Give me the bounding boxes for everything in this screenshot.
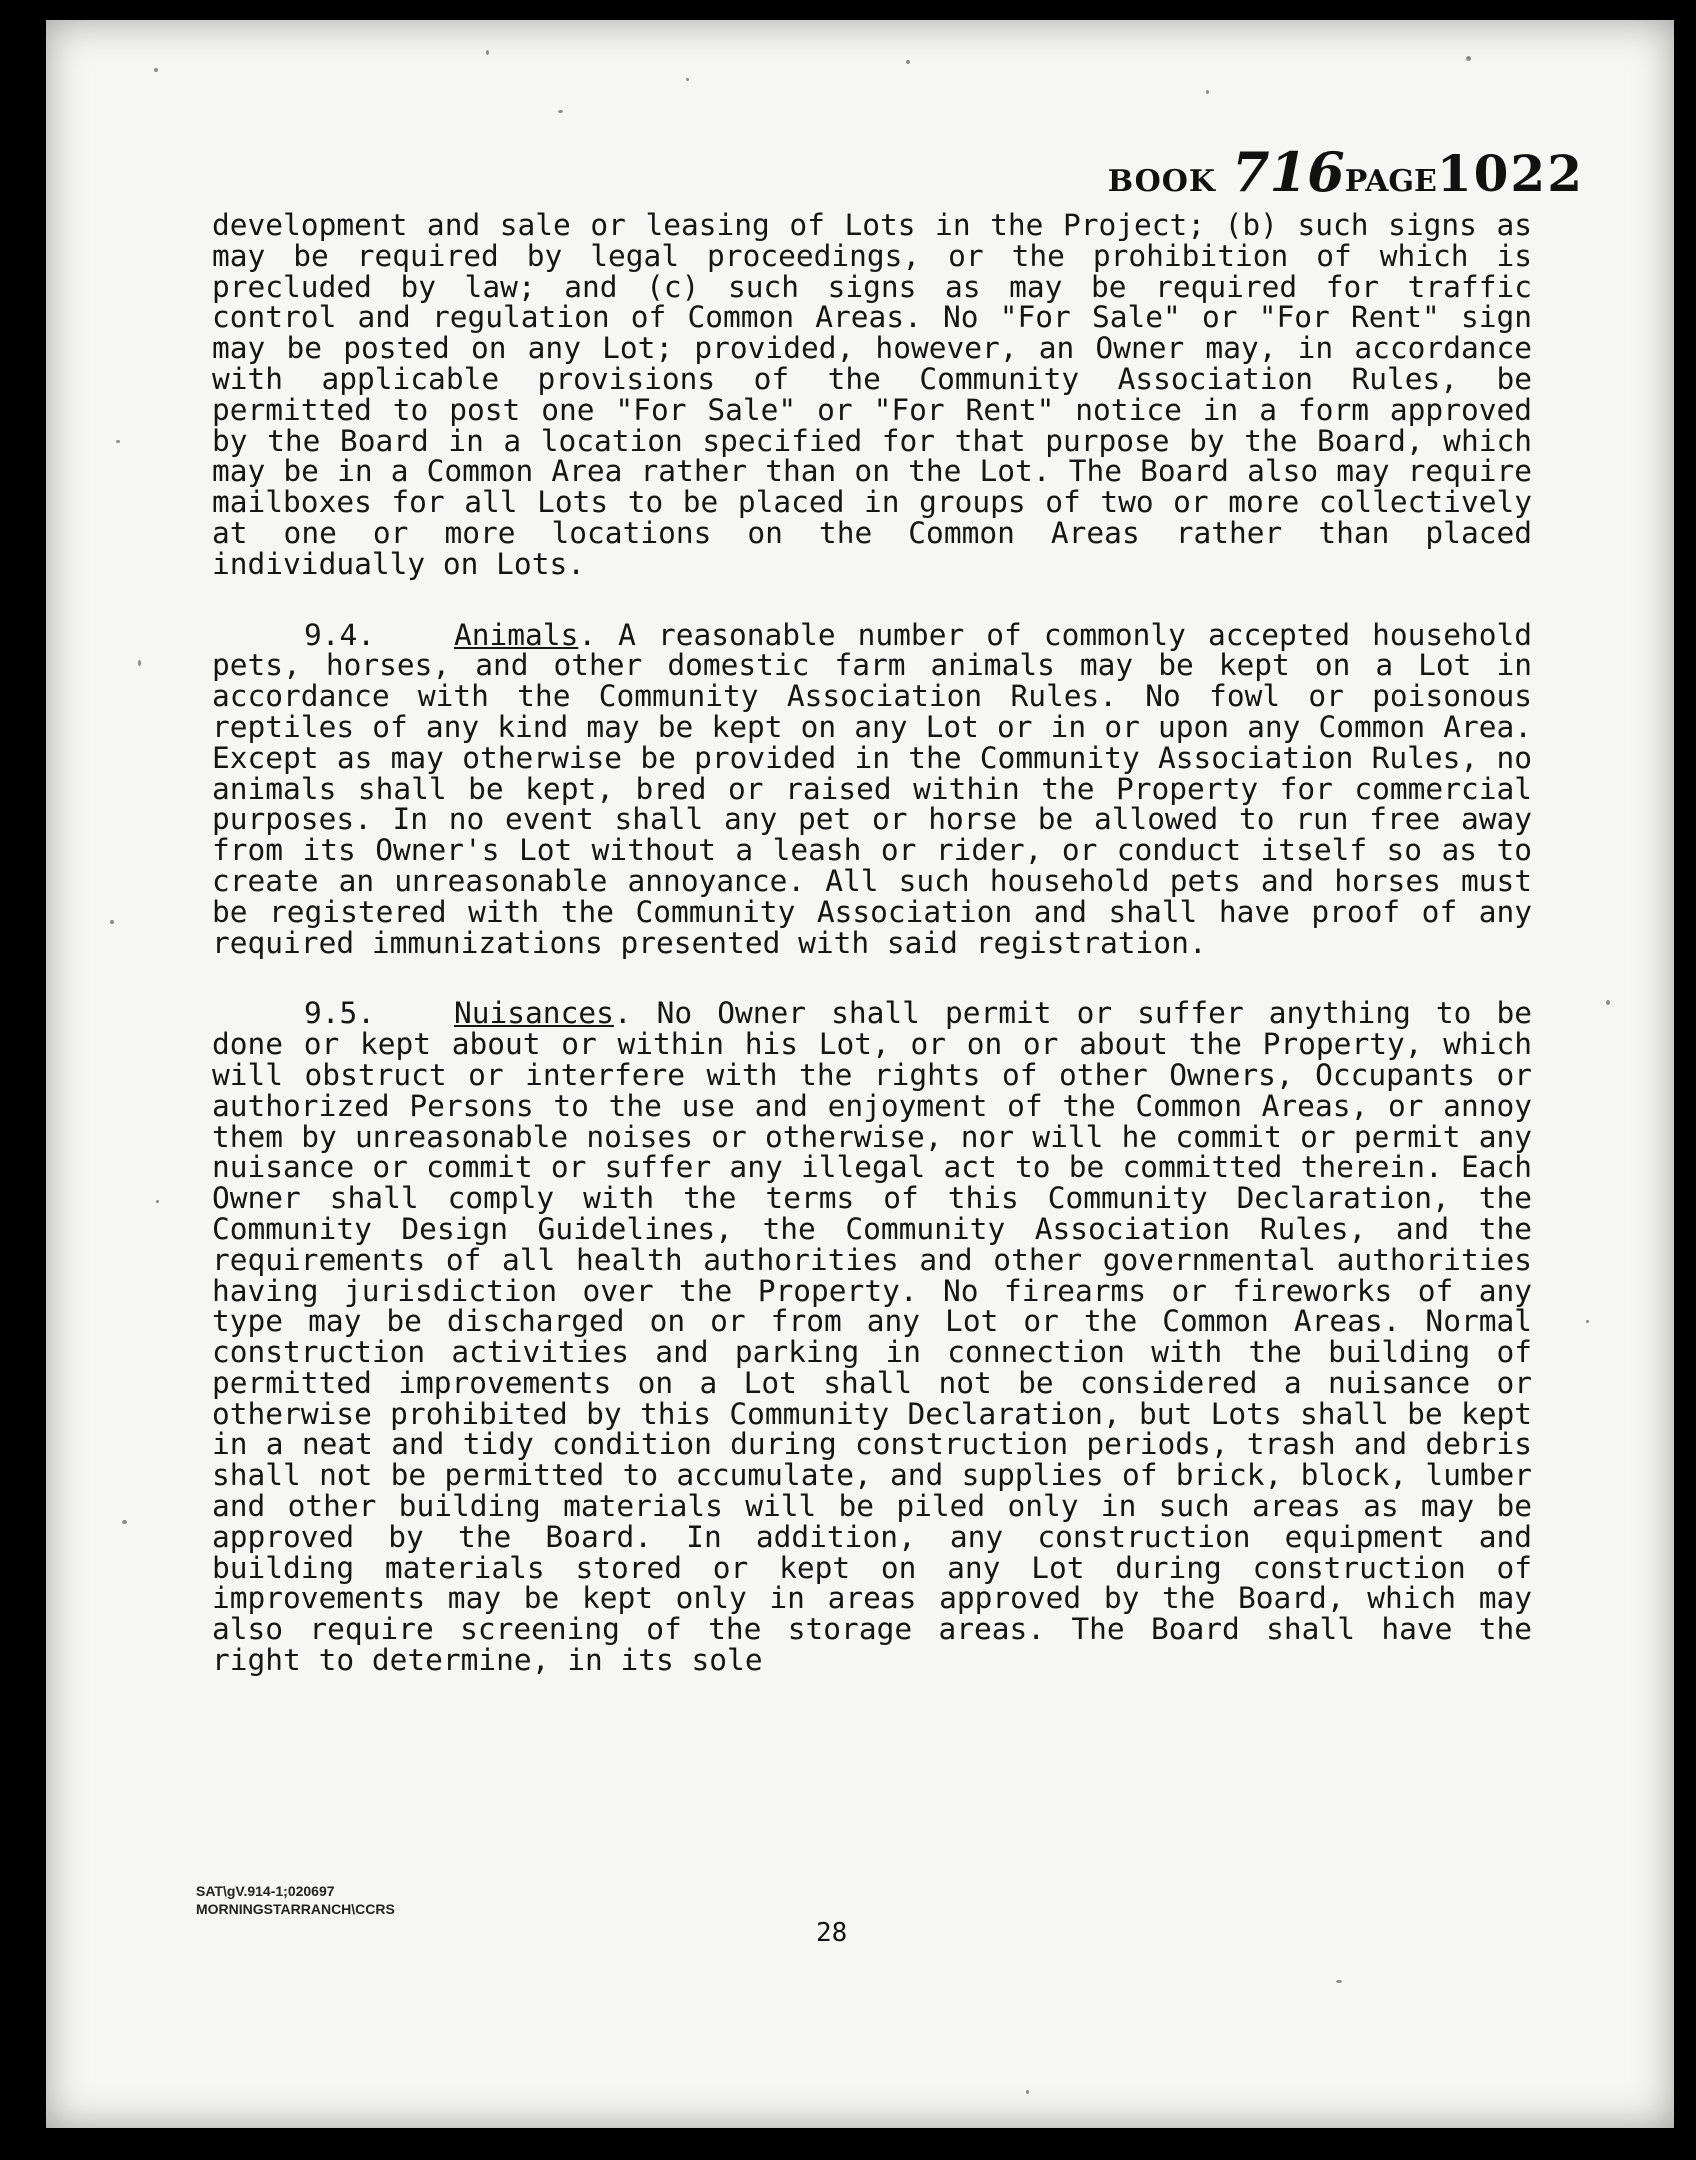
scan-speck [486,50,489,55]
section-9-5-nuisances [212,998,1532,1676]
paragraph-text: development and sale or leasing of Lots in the Project; (b) such signs as may be required by legal proceedings, or the prohibition of which is precluded by law; and (c) such signs as may be required for traffic control and regulation of Common Areas. No "For Sale" or "For Rent" sign may be posted on any Lot; provided, however, an Owner may, in accordance with applicable provisions of the Community Association Rules, be permitted to post one "For Sale" or "For Rent" notice in a form approved by the Board in a location specified for that purpose by the Board, which may be in a Common Area rather than on the Lot. The Board also may require mailboxes for all Lots to be placed in groups of two or more collectively at one or more locations on the Common Areas rather than placed individually on Lots. [212,208,1532,581]
scan-speck [1206,90,1209,94]
section-9-4-animals [212,617,1532,960]
page-label: PAGE [1344,164,1437,199]
section-heading: Animals [454,617,579,652]
scan-speck [116,440,120,443]
stamp-page-number: 1022 [1436,144,1584,203]
scan-speck [558,110,563,113]
document-body [212,210,1532,1716]
scan-speck [110,920,114,924]
scan-speck [122,1520,127,1524]
scan-speck [686,78,689,81]
page-number: 28 [816,1918,848,1948]
book-volume: 716 [1231,140,1345,204]
file-code-line: SAT\gV.914-1;020697 [196,1883,335,1899]
scan-speck [156,1200,159,1203]
section-number: 9.4. [304,617,376,652]
section-number: 9.5. [304,996,376,1031]
scan-speck [1606,1000,1610,1005]
document-page [46,20,1674,2128]
section-text: . No Owner shall permit or suffer anything to be done or kept about or within his Lot, or on or about the Property, which will obstruct or interfere with the rights of other Owners, Occupants or authorized Persons to the use and enjoyment of the Common Areas, or annoy them by unreasonable noises or otherwise, nor will he commit or permit any nuisance or commit or suffer any illegal act to be committed therein. Each Owner shall comply with the terms of this Community Declaration, the Community Design Guidelines, the Community Association Rules, and the requirements of all health authorities and other governmental authorities having jurisdiction over the Property. No firearms or fireworks of any type may be discharged on or from any Lot or the Common Areas. Normal construction activities and parking in connection with the building of permitted improvements on a Lot shall not be considered a nuisance or otherwise prohibited by this Community Declaration, but Lots shall be kept in a neat and tidy condition during construction periods, trash and debris shall not be permitted to accumulate, and supplies of brick, block, lumber and other building materials will be piled only in such areas as may be approved by the Board. In addition, any construction equipment and building materials stored or kept on any Lot during construction of improvements may be kept only in areas approved by the Board, which may also require screening of the storage areas. The Board shall have the right to determine, in its sole [212,996,1532,1678]
scan-speck [1466,56,1471,61]
document-file-code [196,1882,395,1918]
scan-speck [1586,1320,1589,1323]
book-label: BOOK [1107,164,1216,199]
scan-speck [1336,1980,1342,1983]
section-heading: Nuisances [454,996,614,1031]
scan-speck [906,60,910,64]
scan-speck [138,660,141,666]
book-page-stamp [1108,140,1584,204]
file-code-line: MORNINGSTARRANCH\CCRS [196,1901,395,1917]
continuation-paragraph [212,210,1532,580]
scan-speck [1026,2090,1029,2094]
section-text: . A reasonable number of commonly accepted household pets, horses, and other domestic farm animals may be kept on a Lot in accordance with the Community Association Rules. No fowl or poisonous reptiles of any kind may be kept on any Lot or in or upon any Common Area. Except as may otherwise be provided in the Community Association Rules, no animals shall be kept, bred or raised within the Property for commercial purposes. In no event shall any pet or horse be allowed to run free away from its Owner's Lot without a leash or rider, or conduct itself so as to create an unreasonable annoyance. All such household pets and horses must be registered with the Community Association and shall have proof of any required immunizations presented with said registration. [212,617,1532,960]
scan-speck [154,68,158,72]
